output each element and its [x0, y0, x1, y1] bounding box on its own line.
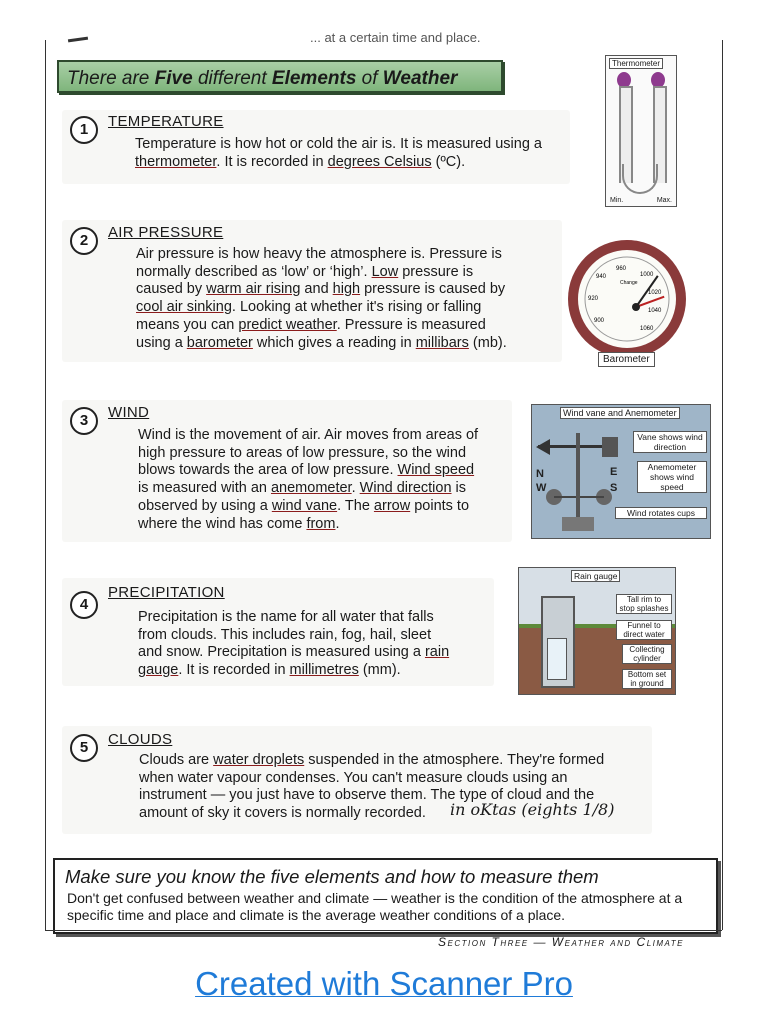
section-number-5: 5 — [70, 734, 98, 762]
barometer-tick-960: 960 — [616, 266, 627, 272]
section-number-2: 2 — [70, 227, 98, 255]
pressure-line-6b: which gives a reading in — [252, 334, 416, 351]
tip-box — [53, 858, 718, 934]
banner-text-pre: There are — [67, 68, 155, 89]
handwritten-note: in oKtas (eights 1/8) — [450, 800, 615, 819]
pressure-line-6 — [136, 335, 507, 353]
clouds-line-3: instrument — you just have to observe them. The type of cloud and the — [139, 787, 595, 804]
precipitation-line-1: Precipitation is the name for all water that falls — [138, 609, 434, 625]
term-thermometer: thermometer — [135, 153, 217, 170]
wind-line-5b: . The — [337, 497, 374, 514]
left-margin-line — [45, 40, 46, 930]
wind-line-3a: blows towards the area of low pressure. — [138, 462, 398, 479]
term-warm-air-rising: warm air rising — [206, 281, 301, 298]
rain-gauge-figure — [518, 567, 676, 695]
top-cut-text: ... at a certain time and place. — [310, 30, 481, 45]
section-number-3: 3 — [70, 407, 98, 435]
compass-s: S — [610, 482, 618, 494]
section-banner — [57, 60, 503, 93]
precipitation-line-4a: . It is recorded in — [178, 662, 290, 679]
page-footer: Section Three — Weather and Climate — [438, 935, 684, 949]
term-wind-speed: Wind speed — [397, 462, 475, 479]
term-millimetres: millimetres — [289, 662, 359, 679]
thermometer-title: Thermometer — [609, 58, 663, 69]
pressure-heading: AIR PRESSURE — [108, 224, 224, 241]
wind-callout-vane: Vane shows wind direction — [633, 431, 707, 453]
pressure-line-2 — [136, 264, 507, 282]
top-dash — [68, 37, 88, 43]
vane-arrow-head — [536, 439, 550, 455]
wind-line-1: Wind is the movement of air. Air moves from areas of — [138, 427, 479, 443]
wind-line-3 — [138, 462, 478, 480]
barometer-tick-1060: 1060 — [640, 326, 654, 332]
term-degrees-celsius: degrees Celsius — [327, 153, 432, 170]
term-predict-weather: predict weather — [238, 316, 337, 333]
barometer-tick-920: 920 — [588, 296, 599, 302]
wind-vane-figure — [531, 404, 711, 539]
wind-vane-base — [562, 517, 594, 531]
precipitation-line-4 — [138, 662, 449, 680]
pressure-line-2b: pressure is — [398, 263, 474, 280]
barometer-tick-1020: 1020 — [648, 290, 662, 296]
section-number-4: 4 — [70, 591, 98, 619]
temperature-line-2a: . It is recorded in — [216, 153, 328, 170]
clouds-line-4: amount of sky it covers is normally recorded. — [139, 805, 426, 822]
term-water-droplets: water droplets — [213, 752, 305, 768]
barometer-pivot — [632, 303, 640, 311]
term-anemometer: anemometer — [270, 480, 352, 497]
bottom-rule — [45, 930, 722, 931]
wind-callout-anemometer: Anemometer shows wind speed — [637, 461, 707, 493]
wind-vane-pole — [576, 433, 580, 525]
barometer-figure — [568, 240, 686, 358]
barometer-dial — [578, 250, 676, 348]
thermometer-figure — [605, 55, 677, 207]
barometer-tick-1040: 1040 — [648, 308, 662, 314]
pressure-line-6c: (mb). — [468, 334, 507, 351]
section-number-1: 1 — [70, 116, 98, 144]
term-gauge: gauge — [138, 662, 179, 679]
precipitation-line-4b: (mm). — [358, 662, 401, 679]
banner-text-weather: Weather — [382, 68, 458, 89]
compass-e: E — [610, 466, 618, 478]
tip-title: Make sure you know the five elements and how to measure them — [65, 866, 599, 887]
precipitation-line-2: from clouds. This includes rain, fog, hail, sleet — [138, 626, 432, 643]
temperature-line-2 — [135, 154, 542, 172]
term-rain: rain — [424, 644, 450, 661]
temperature-heading: TEMPERATURE — [108, 113, 224, 130]
compass-n: N — [536, 468, 544, 480]
rain-callout-cylinder: Collecting cylinder — [622, 644, 672, 664]
wind-heading: WIND — [108, 404, 150, 421]
compass-w: W — [536, 482, 547, 494]
wind-line-6b: . — [335, 515, 340, 532]
temperature-body — [135, 136, 542, 171]
wind-line-6 — [138, 516, 478, 534]
pressure-line-4 — [136, 299, 507, 317]
precipitation-body — [138, 609, 449, 680]
barometer-change-label: Change — [620, 280, 638, 286]
pressure-line-3c: pressure is caused by — [360, 281, 506, 298]
term-arrow: arrow — [373, 497, 411, 514]
rain-gauge-title: Rain gauge — [571, 570, 620, 582]
pressure-line-3 — [136, 281, 507, 299]
barometer-face — [578, 250, 676, 348]
wind-line-4b: . — [351, 480, 360, 497]
clouds-heading: CLOUDS — [108, 731, 173, 748]
barometer-tick-940: 940 — [596, 274, 607, 280]
pressure-line-1: Air pressure is how heavy the atmosphere is. Pressure is — [136, 246, 502, 262]
precipitation-line-3a: and snow. Precipitation is measured using a — [138, 644, 425, 661]
pressure-line-3b: and — [300, 281, 333, 298]
wind-body — [138, 427, 478, 533]
pressure-line-5 — [136, 317, 507, 335]
term-from: from — [306, 515, 336, 532]
wind-line-5c: points to — [410, 497, 470, 514]
wind-line-6a: where the wind has come — [138, 515, 307, 532]
wind-line-5 — [138, 498, 478, 516]
rain-gauge-cylinder — [547, 638, 567, 680]
pressure-line-6a: using a — [136, 334, 187, 351]
barometer-label: Barometer — [598, 352, 655, 367]
precipitation-heading: PRECIPITATION — [108, 584, 225, 601]
rain-callout-funnel: Funnel to direct water — [616, 620, 672, 640]
right-margin-line — [722, 40, 723, 930]
term-millibars: millibars — [415, 334, 469, 351]
term-high: high — [332, 281, 361, 298]
temperature-line-1: Temperature is how hot or cold the air is. It is measured using a — [135, 136, 542, 152]
barometer-tick-1000: 1000 — [640, 272, 654, 278]
rain-callout-rim: Tall rim to stop splashes — [616, 594, 672, 614]
term-barometer: barometer — [186, 334, 253, 351]
rain-callout-bottom: Bottom set in ground — [622, 669, 672, 689]
clouds-line-1b: suspended in the atmosphere. They're formed — [304, 752, 605, 768]
wind-line-4 — [138, 480, 478, 498]
thermometer-min-label: Min. — [610, 197, 624, 204]
thermometer-max-label: Max. — [656, 197, 672, 204]
scanner-watermark-text: Created with Scanner Pro — [195, 965, 573, 1002]
pressure-line-4b: . Looking at whether it's rising or falling — [231, 299, 482, 316]
banner-text-elements: Elements — [271, 68, 357, 89]
term-low: Low — [371, 263, 399, 280]
wind-line-5a: observed by using a — [138, 497, 272, 514]
pressure-line-5a: means you can — [136, 316, 239, 333]
banner-text-mid: different — [192, 68, 272, 89]
banner-text-of: of — [356, 68, 383, 89]
clouds-line-1 — [139, 752, 604, 770]
clouds-line-1a: Clouds are — [139, 752, 214, 768]
temperature-line-2b: (ºC). — [431, 153, 466, 170]
pressure-line-5b: . Pressure is measured — [336, 316, 486, 333]
wind-line-4c: is — [451, 480, 467, 497]
term-cool-air-sinking: cool air sinking — [136, 299, 232, 316]
pressure-body — [136, 246, 507, 352]
term-wind-vane: wind vane — [271, 497, 338, 514]
barometer-tick-900: 900 — [594, 318, 605, 324]
wind-figure-title: Wind vane and Anemometer — [560, 407, 680, 419]
thermometer-u-bend — [622, 164, 658, 194]
pressure-line-3a: caused by — [136, 281, 207, 298]
precipitation-line-3 — [138, 644, 449, 662]
wind-line-4a: is measured with an — [138, 480, 271, 497]
pressure-line-2a: normally described as ‘low’ or ‘high’. — [136, 263, 372, 280]
wind-callout-cups: Wind rotates cups — [615, 507, 707, 519]
banner-text-five: Five — [154, 68, 193, 89]
term-wind-direction: Wind direction — [359, 480, 452, 497]
wind-line-2: high pressure to areas of low pressure, so the wind — [138, 444, 467, 461]
clouds-line-2: when water vapour condenses. You can't measure clouds using an — [139, 769, 568, 786]
tip-body: Don't get confused between weather and climate — weather is the condition of the atmosphere at a specific time and place and climate is the average weather conditions of a place. — [67, 890, 683, 923]
vane-tail — [602, 437, 618, 457]
scanner-watermark — [0, 965, 768, 1003]
